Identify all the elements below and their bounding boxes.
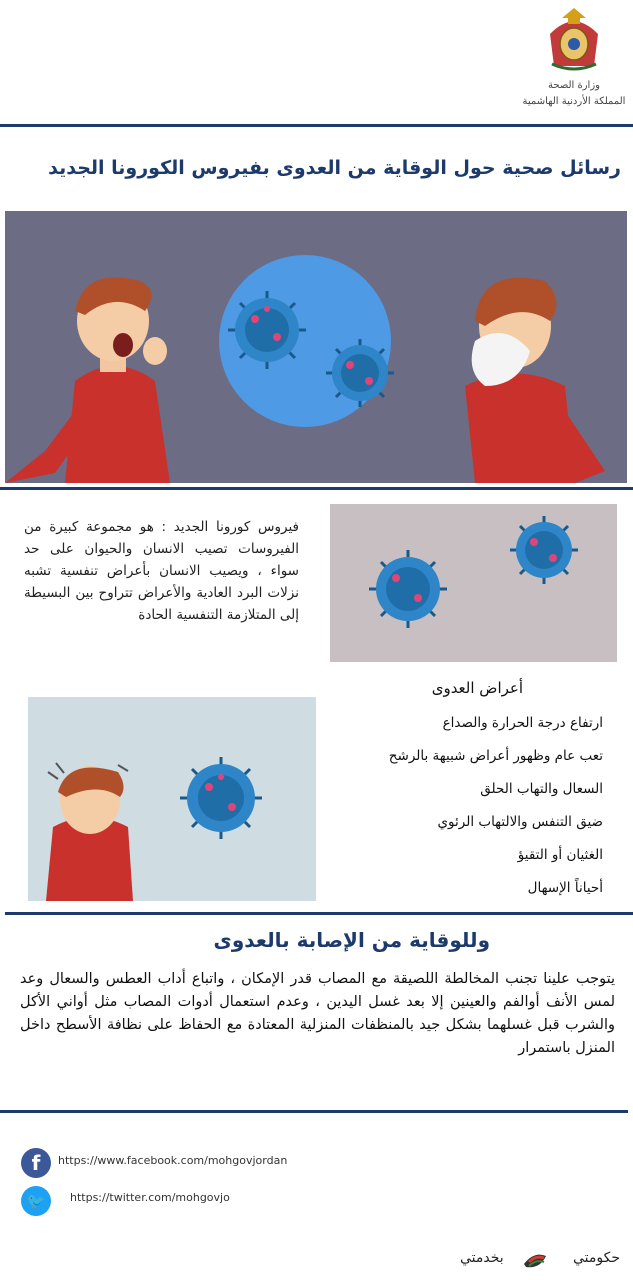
symptom-item: ضيق التنفس والالتهاب الرئوي bbox=[437, 814, 603, 830]
brand-text-right: حكومتي bbox=[572, 1250, 620, 1266]
symptom-item: ارتفاع درجة الحرارة والصداع bbox=[442, 715, 603, 731]
brand-text-left: بخدمتي bbox=[460, 1250, 504, 1266]
symptoms-title: أعراض العدوى bbox=[431, 679, 523, 697]
ministry-country: المملكة الأردنية الهاشمية bbox=[522, 96, 626, 107]
footer-brand bbox=[460, 1246, 620, 1276]
symptom-item: الغثيان أو التقيؤ bbox=[517, 847, 603, 863]
ministry-logo bbox=[522, 4, 626, 116]
sneezing-person-icon bbox=[465, 278, 605, 483]
virus-icon bbox=[369, 550, 447, 628]
ministry-name: وزارة الصحة bbox=[548, 80, 600, 91]
section-divider bbox=[0, 1110, 628, 1113]
symptoms-list bbox=[313, 710, 603, 908]
intro-paragraph: فيروس كورونا الجديد : هو مجموعة كبيرة من الفيروسات تصيب الانسان والحيوان على حد سواء ، ويصيب الانسان بأعراض تنفسية تشبه نزلات البرد العادية والأعراض تتراوح بين البسيطة إلى المتلازمة التنفسية الحادة bbox=[24, 519, 299, 623]
virus-icon bbox=[326, 339, 394, 407]
twitter-link[interactable]: https://twitter.com/mohgovjo bbox=[70, 1191, 230, 1204]
sick-person-icon bbox=[46, 763, 133, 901]
prevention-title: وللوقاية من الإصابة بالعدوى bbox=[213, 928, 490, 952]
section-divider bbox=[5, 912, 633, 915]
symptom-item: السعال والتهاب الحلق bbox=[480, 781, 603, 797]
symptom-item: أحياناً الإسهال bbox=[527, 880, 603, 896]
header-divider bbox=[0, 124, 633, 127]
jordan-coat-of-arms-icon bbox=[522, 4, 626, 74]
hero-illustration bbox=[5, 211, 627, 483]
twitter-icon[interactable]: 🐦 bbox=[21, 1186, 51, 1216]
page-title: رسائل صحية حول الوقاية من العدوى بفيروس الكورونا الجديد bbox=[48, 157, 621, 179]
facebook-link[interactable]: https://www.facebook.com/mohgovjordan bbox=[58, 1154, 288, 1167]
section-divider bbox=[0, 487, 633, 490]
brand-logo-icon bbox=[522, 1249, 548, 1271]
virus-icon bbox=[510, 516, 578, 584]
coughing-person-icon bbox=[5, 277, 170, 483]
symptom-item: تعب عام وظهور أعراض شبيهة بالرشح bbox=[388, 748, 603, 764]
virus-panel bbox=[330, 504, 617, 662]
facebook-icon[interactable]: f bbox=[21, 1148, 51, 1178]
prevention-paragraph: يتوجب علينا تجنب المخالطة اللصيقة مع المصاب قدر الإمكان ، واتباع أداب العطس والسعال وعد لمس الأنف أوالفم والعينين إلا بعد غسل اليدين ، وعدم استعمال أدوات المصاب مثل أواني الأكل والشرب قبل غسلهما بشكل جيد بالمنظفات المنزلية المعتادة مع الحفاظ على نظافة الأسطح داخل المنزل باستمرار bbox=[20, 971, 615, 1056]
sick-person-panel bbox=[28, 697, 316, 901]
virus-icon bbox=[180, 757, 262, 839]
